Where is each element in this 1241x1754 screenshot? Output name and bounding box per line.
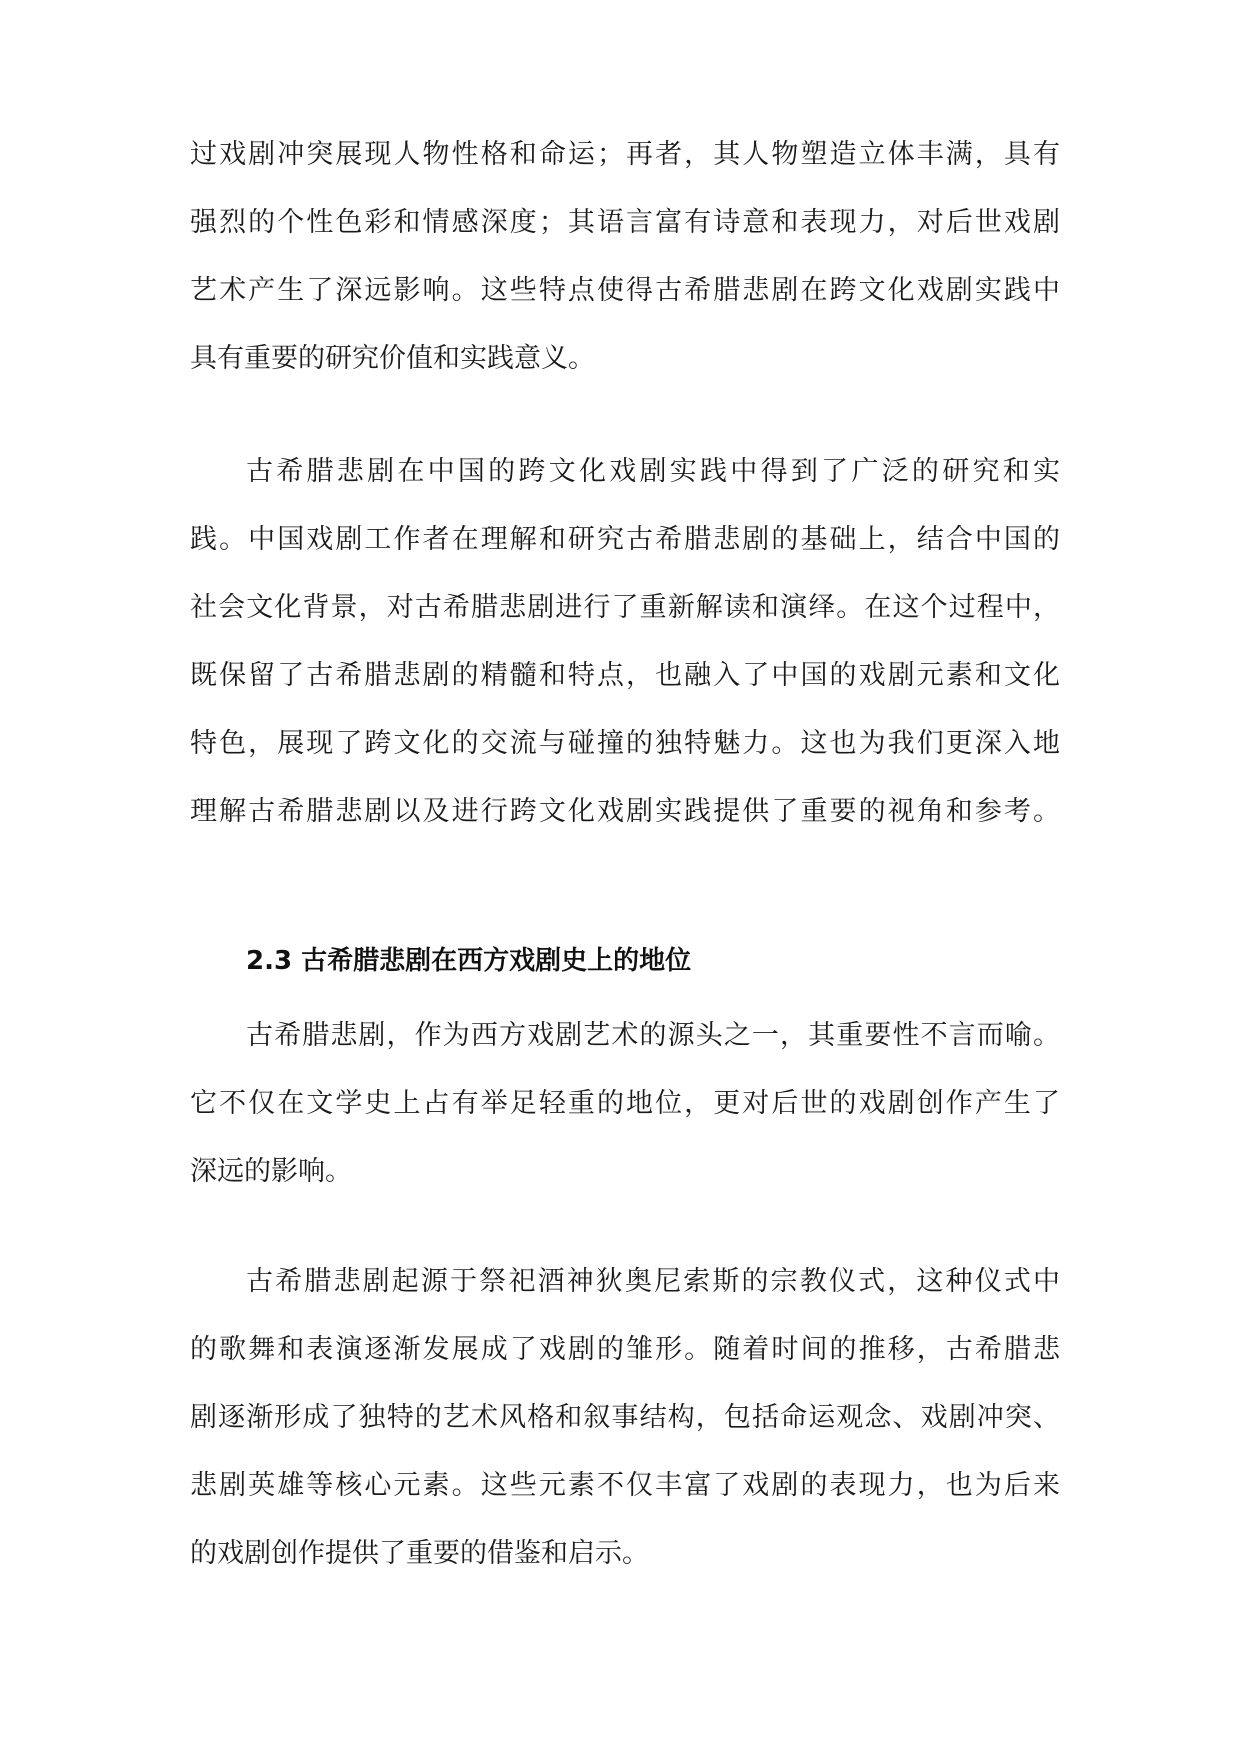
text-line: 强烈的个性色彩和情感深度；其语言富有诗意和表现力，对后世戏剧 bbox=[190, 207, 1060, 238]
text-line: 具有重要的研究价值和实践意义。 bbox=[190, 343, 595, 374]
text-line: 悲剧英雄等核心元素。这些元素不仅丰富了戏剧的表现力，也为后来 bbox=[190, 1470, 1060, 1501]
text-line: 古希腊悲剧，作为西方戏剧艺术的源头之一，其重要性不言而喻。 bbox=[246, 1020, 1060, 1051]
text-line: 剧逐渐形成了独特的艺术风格和叙事结构，包括命运观念、戏剧冲突、 bbox=[190, 1402, 1060, 1433]
text-line: 艺术产生了深远影响。这些特点使得古希腊悲剧在跨文化戏剧实践中 bbox=[190, 275, 1060, 306]
text-line: 过戏剧冲突展现人物性格和命运；再者，其人物塑造立体丰满，具有 bbox=[190, 139, 1060, 170]
text-line: 践。中国戏剧工作者在理解和研究古希腊悲剧的基础上，结合中国的 bbox=[190, 524, 1060, 555]
text-line: 特色，展现了跨文化的交流与碰撞的独特魅力。这也为我们更深入地 bbox=[190, 728, 1060, 759]
text-line: 它不仅在文学史上占有举足轻重的地位，更对后世的戏剧创作产生了 bbox=[190, 1088, 1060, 1119]
text-line: 古希腊悲剧在中国的跨文化戏剧实践中得到了广泛的研究和实 bbox=[246, 456, 1060, 487]
text-line: 古希腊悲剧起源于祭祀酒神狄奥尼索斯的宗教仪式，这种仪式中 bbox=[246, 1266, 1060, 1297]
text-line: 的戏剧创作提供了重要的借鉴和启示。 bbox=[190, 1538, 649, 1569]
text-line: 理解古希腊悲剧以及进行跨文化戏剧实践提供了重要的视角和参考。 bbox=[190, 796, 1060, 827]
text-line: 社会文化背景，对古希腊悲剧进行了重新解读和演绎。在这个过程中， bbox=[190, 592, 1060, 623]
text-line: 深远的影响。 bbox=[190, 1156, 352, 1187]
section-heading: 2.3 古希腊悲剧在西方戏剧史上的地位 bbox=[246, 946, 692, 976]
text-line: 的歌舞和表演逐渐发展成了戏剧的雏形。随着时间的推移，古希腊悲 bbox=[190, 1334, 1060, 1365]
text-line: 既保留了古希腊悲剧的精髓和特点，也融入了中国的戏剧元素和文化 bbox=[190, 660, 1060, 691]
